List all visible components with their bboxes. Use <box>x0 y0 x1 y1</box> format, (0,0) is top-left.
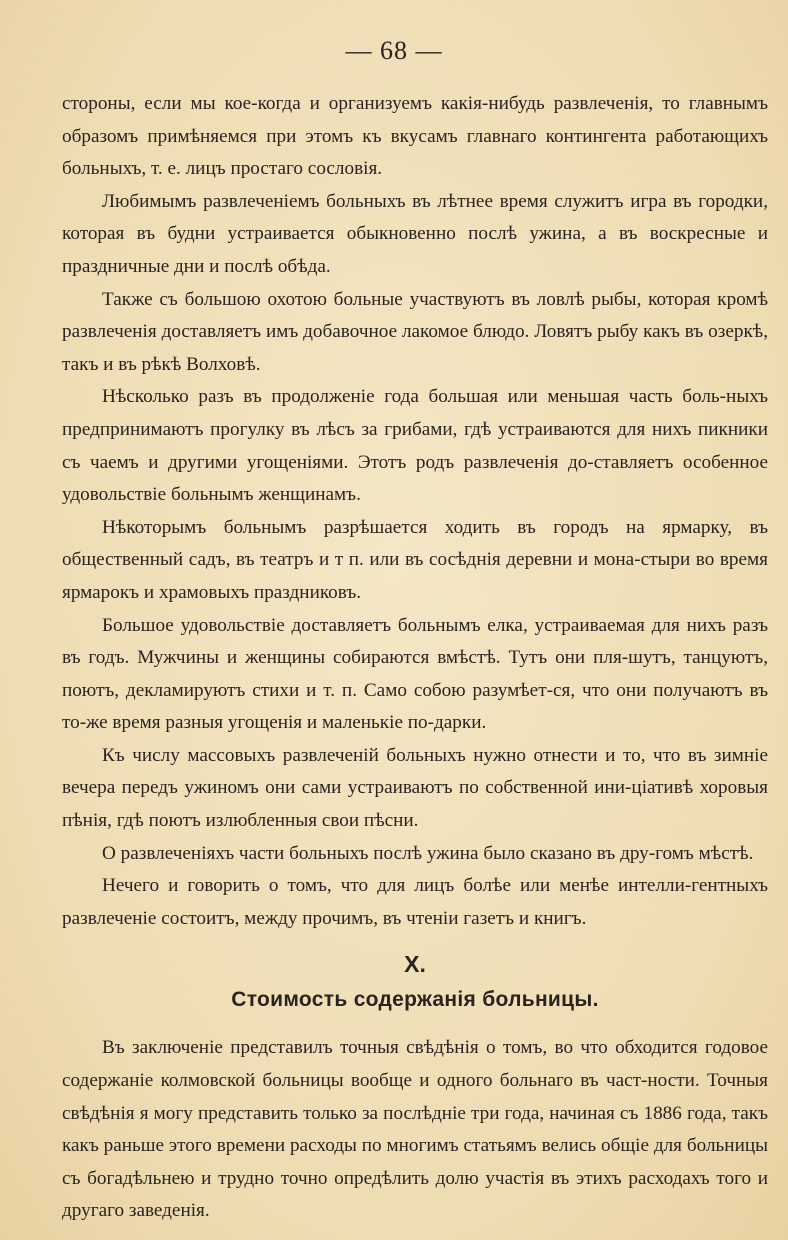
paragraph-2: Любимымъ развлеченіемъ больныхъ въ лѣтнее время служитъ игра въ городки, которая въ будни устраивается обыкновенно послѣ ужина, а въ воскресные и праздничные дни и послѣ обѣда. <box>62 190 768 277</box>
page-number: — 68 — <box>345 36 443 65</box>
paragraph-6: Большое удовольствіе доставляетъ больнымъ елка, устраиваемая для нихъ разъ въ годъ. Мужчины и женщины собираются вмѣстѣ. Тутъ они пля-шутъ, танцуютъ, поютъ, декламируютъ стихи и т. п. Само собою разумѣет-ся, что они получаютъ въ то-же время разныя угощенія и маленькіе по-дарки. <box>62 614 768 734</box>
section-title: Стоимость содержанія больницы. <box>231 988 599 1012</box>
text-block <box>62 88 768 1228</box>
paragraph-5: Нѣкоторымъ больнымъ разрѣшается ходить въ городъ на ярмарку, въ общественный садъ, въ театръ и т п. или въ сосѣднія деревни и мона-стыри во время ярмарокъ и храмовыхъ праздниковъ. <box>62 516 768 603</box>
section-number: X. <box>404 951 426 978</box>
paragraph-3: Также съ большою охотою больные участвуютъ въ ловлѣ рыбы, которая кромѣ развлеченія доставляетъ имъ добавочное лакомое блюдо. Ловятъ рыбу какъ въ озеркѣ, такъ и въ рѣкѣ Волховѣ. <box>62 288 768 375</box>
paragraph-4: Нѣсколько разъ въ продолженіе года большая или меньшая часть боль-ныхъ предпринимаютъ прогулку въ лѣсъ за грибами, гдѣ устраиваются для нихъ пикники съ чаемъ и другими угощеніями. Этотъ родъ развлеченія до-ставляетъ особенное удовольствіе больнымъ женщинамъ. <box>62 386 768 506</box>
paragraph-7: Къ числу массовыхъ развлеченій больныхъ нужно отнести и то, что въ зимніе вечера передъ ужиномъ они сами устраиваютъ по собственной ини-ціативѣ хоровыя пѣнія, гдѣ поютъ излюбленныя свои пѣсни. <box>62 744 768 832</box>
paragraph-1: стороны, если мы кое-когда и организуемъ какія-нибудь развлеченія, то главнымъ образомъ примѣняемся при этомъ къ вкусамъ главнаго контингента работающихъ больныхъ, т. е. лицъ простаго сословія. <box>62 93 768 180</box>
paragraph-10: Въ заключеніе представилъ точныя свѣдѣнія о томъ, во что обходится годовое содержаніе колмовской больницы вообще и одного больнаго въ част-ности. Точныя свѣдѣнія я могу представить только за послѣдніе три года, начиная съ 1886 года, такъ какъ раньше этого времени расходы по многимъ статьямъ велись общіе для больницы съ богадѣльнею и трудно точно опредѣлить долю участія въ этихъ расходахъ того и другаго заведенія. <box>62 1037 768 1222</box>
paragraph-9: Нечего и говорить о томъ, что для лицъ болѣе или менѣе интелли-гентныхъ развлеченіе состоитъ, между прочимъ, въ чтеніи газетъ и книгъ. <box>62 875 768 929</box>
paragraph-8: О развлеченіяхъ части больныхъ послѣ ужина было сказано въ дру-гомъ мѣстѣ. <box>102 842 754 864</box>
